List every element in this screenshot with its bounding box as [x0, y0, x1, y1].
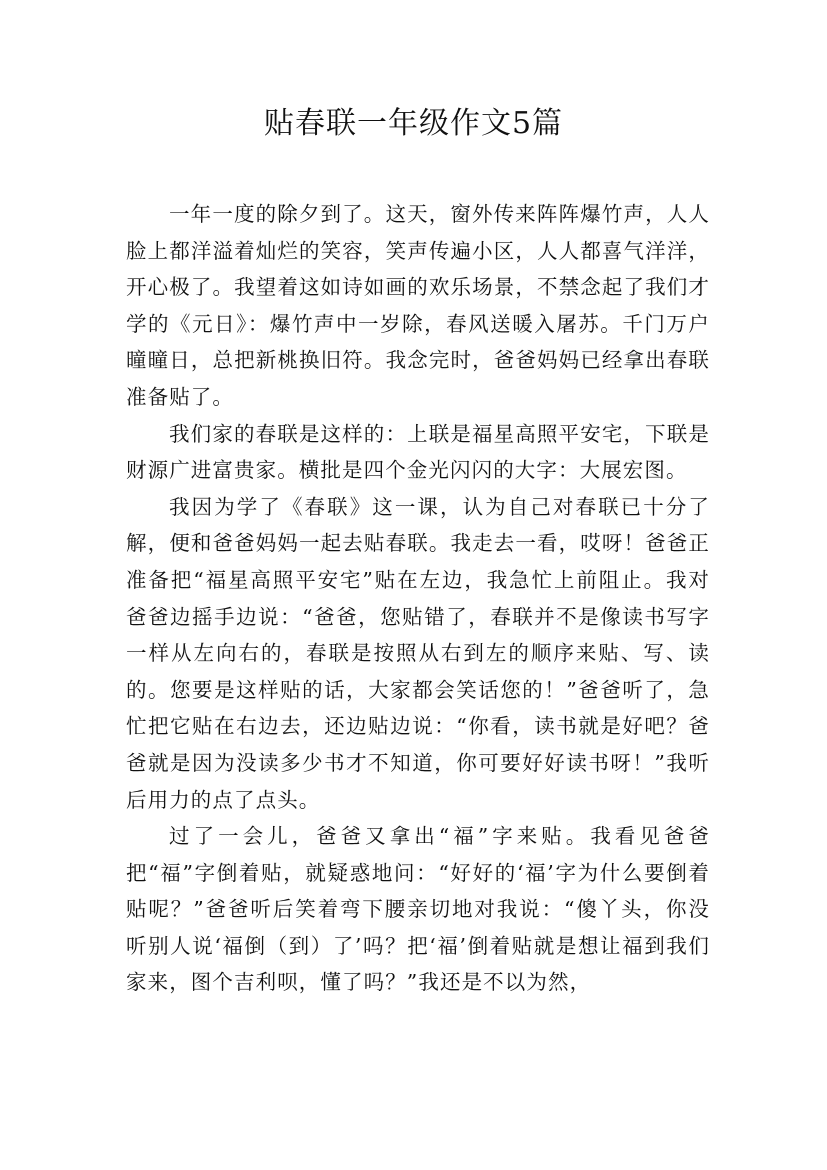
document-body — [126, 196, 710, 1001]
paragraph-3: 我因为学了《春联》这一课，认为自己对春联已十分了解，便和爸爸妈妈一起去贴春联。我走去一看，哎呀！爸爸正准备把“福星高照平安宅”贴在左边，我急忙上前阻止。我对爸爸边摇手边说：“爸爸，您贴错了，春联并不是像读书写字一样从左向右的，春联是按照从右到左的顺序来贴、写、读的。您要是这样贴的话，大家都会笑话您的！”爸爸听了，急忙把它贴在右边去，还边贴边说：“你看，读书就是好吧？爸爸就是因为没读多少书才不知道，你可要好好读书呀！”我听后用力的点了点头。 — [126, 494, 710, 812]
paragraph-2: 我们家的春联是这样的：上联是福星高照平安宅，下联是财源广进富贵家。横批是四个金光闪闪的大字：大展宏图。 — [126, 421, 710, 483]
document-title: 贴春联一年级作文5篇 — [263, 106, 564, 141]
paragraph-1: 一年一度的除夕到了。这天，窗外传来阵阵爆竹声，人人脸上都洋溢着灿烂的笑容，笑声传遍小区，人人都喜气洋洋，开心极了。我望着这如诗如画的欢乐场景，不禁念起了我们才学的《元日》：爆竹声中一岁除，春风送暖入屠苏。千门万户曈曈日，总把新桃换旧符。我念完时，爸爸妈妈已经拿出春联准备贴了。 — [126, 202, 710, 409]
paragraph-4: 过了一会儿，爸爸又拿出“福”字来贴。我看见爸爸把“福”字倒着贴，就疑惑地问：“好好的‘福’字为什么要倒着贴呢？”爸爸听后笑着弯下腰亲切地对我说：“傻丫头，你没听别人说‘福倒（到）了’吗？把‘福’倒着贴就是想让福到我们家来，图个吉利呗，懂了吗？”我还是不以为然， — [126, 824, 710, 995]
